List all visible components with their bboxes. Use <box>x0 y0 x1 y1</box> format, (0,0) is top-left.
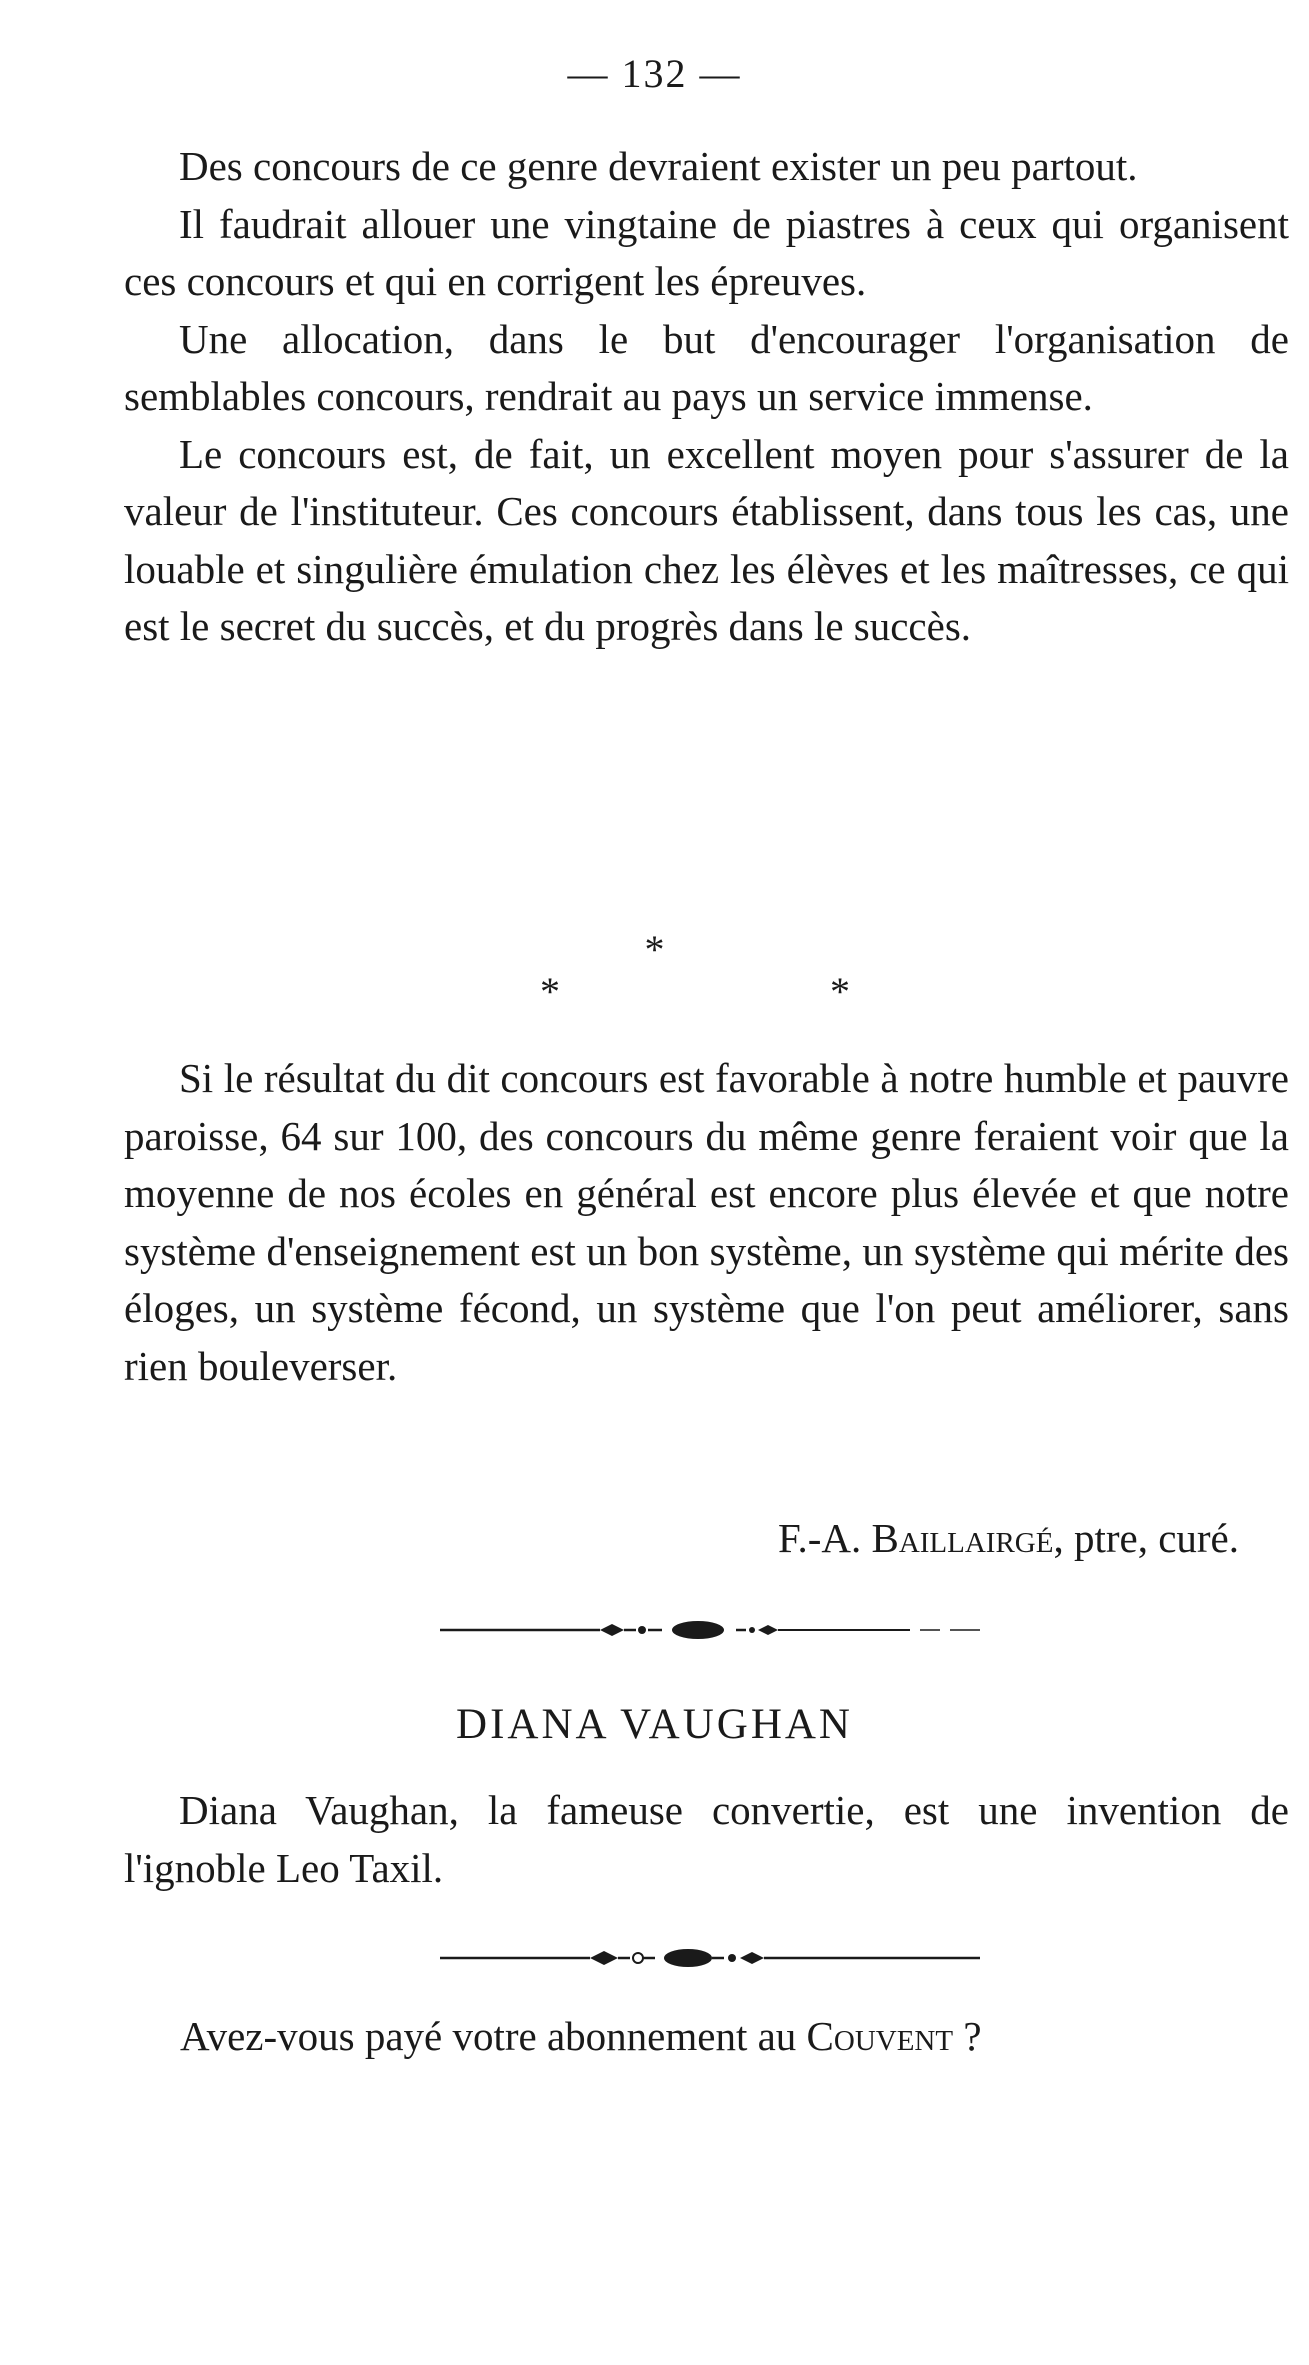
asterism-top-star: * <box>644 927 665 972</box>
signature-name: Baillairgé <box>871 1515 1054 1561</box>
section-title: DIANA VAUGHAN <box>456 1701 853 1748</box>
paragraph-group-top <box>124 138 1289 656</box>
paragraph-group-middle <box>124 1050 1289 1395</box>
paragraph: Il faudrait allouer une vingtaine de piastres à ceux qui organisent ces concours et qui en corrigent les épreuves. <box>124 200 1289 304</box>
paragraph: Le concours est, de fait, un excellent moyen pour s'assurer de la valeur de l'instituteur. Ces concours établissent, dans tous les cas, une louable et singulière émulation chez les élèves et les maîtresses, ce qui est le secret du succès, et du progrès dans le succès. <box>124 430 1289 649</box>
reminder-question-mark: ? <box>953 2013 982 2059</box>
ornamental-rule-1 <box>440 1615 980 1645</box>
signature-initials: F.-A. <box>777 1515 862 1561</box>
reminder-text: Avez-vous payé votre abonnement au <box>180 2013 797 2059</box>
paragraph: Diana Vaughan, la fameuse convertie, est une invention de l'ignoble Leo Taxil. <box>124 1787 1289 1891</box>
signature-title: , ptre, curé. <box>1053 1515 1239 1561</box>
subscription-reminder <box>180 2008 982 2065</box>
paragraph: Des concours de ce genre devraient exister un peu partout. <box>179 143 1138 189</box>
asterism-right-star: * <box>830 969 850 1014</box>
asterism-left-star: * <box>540 969 560 1014</box>
journal-name: Couvent <box>806 2013 954 2059</box>
paragraph: Si le résultat du dit concours est favorable à notre humble et pauvre paroisse, 64 sur 100, des concours du même genre feraient voir que la moyenne de nos écoles en général est encore plus élevée et que notre système d'enseignement est un bon système, un système qui mérite des éloges, un système fécond, un système que l'on peut améliorer, sans rien bouleverser. <box>124 1055 1289 1389</box>
paragraph-group-section <box>124 1782 1289 1897</box>
paragraph: Une allocation, dans le but d'encourager l'organisation de semblables concours, rendrait au pays un service immense. <box>124 315 1289 419</box>
ornamental-rule-2 <box>440 1943 980 1973</box>
page-number: — 132 — <box>567 51 742 96</box>
signature <box>778 1510 1239 1567</box>
